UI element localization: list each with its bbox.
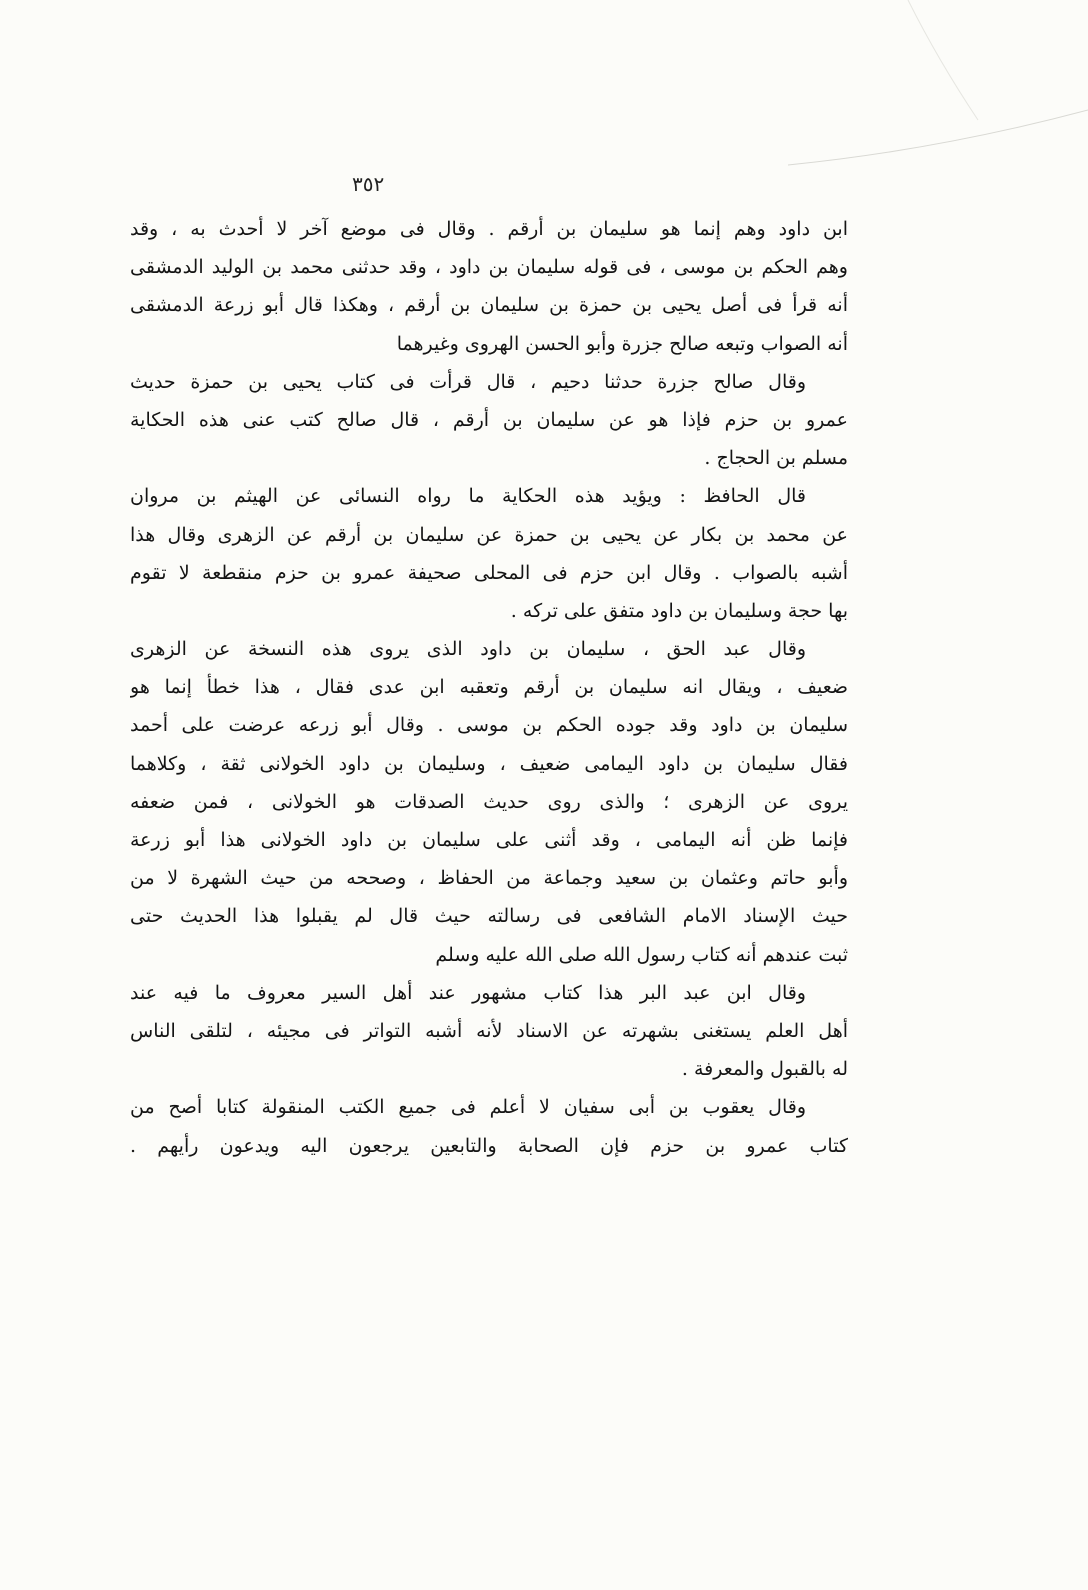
text-line: عمرو بن حزم فإذا هو عن سليمان بن أرقم ، قال صالح كتب عنى هذه الحكاية: [130, 408, 848, 431]
text-line: كتاب عمرو بن حزم فإن الصحابة والتابعين يرجعون اليه ويدعون رأيهم .: [130, 1134, 848, 1157]
text-line: مسلم بن الحجاج .: [704, 447, 848, 470]
text-line: أنه الصواب وتبعه صالح جزرة وأبو الحسن الهروى وغيرهما: [396, 332, 848, 355]
text-line: وقال صالح جزرة حدثنا دحيم ، قال قرأت فى كتاب يحيى بن حمزة حديث: [130, 370, 806, 393]
text-line: أشبه بالصواب . وقال ابن حزم فى المحلى صحيفة عمرو بن حزم منقطعة لا تقوم: [130, 561, 848, 584]
page-number: ٣٥٢: [352, 172, 385, 196]
text-line: له بالقبول والمعرفة .: [681, 1058, 848, 1081]
text-line: بها حجة وسليمان بن داود متفق على تركه .: [510, 599, 848, 622]
text-line: فإنما ظن أنه اليمامى ، وقد أثنى على سليمان بن داود الخولانى هذا أبو زرعة: [130, 829, 848, 851]
text-line: يروى عن الزهرى ؛ والذى روى حديث الصدقات هو الخولانى ، فمن ضعفه: [130, 790, 848, 813]
text-line: وأبو حاتم وعثمان بن سعيد وجماعة من الحفاظ ، وصححه من حيث الشهرة لا من: [130, 867, 848, 890]
text-line: وهم الحكم بن موسى ، فى قوله سليمان بن داود ، وقد حدثنى محمد بن الوليد الدمشقى: [130, 256, 848, 279]
text-line: حيث الإسناد الامام الشافعى فى رسالته حيث قال لم يقبلوا هذا الحديث حتى: [130, 905, 848, 928]
text-line: ابن داود وهم إنما هو سليمان بن أرقم . وقال فى موضع آخر لا أحدث به ، وقد: [130, 218, 848, 240]
text-line: عن محمد بن بكار عن يحيى بن حمزة عن سليمان بن أرقم عن الزهرى وقال هذا: [130, 523, 848, 546]
text-line: وقال يعقوب بن أبى سفيان لا أعلم فى جميع الكتب المنقولة كتابا أصح من: [130, 1096, 806, 1119]
text-line: ثبت عندهم أنه كتاب رسول الله صلى الله عليه وسلم: [435, 943, 848, 966]
text-line: سليمان بن داود وقد جوده الحكم بن موسى . وقال أبو زرعه عرضت على أحمد: [130, 714, 848, 737]
text-line: قال الحافظ : ويؤيد هذه الحكاية ما رواه النسائى عن الهيثم بن مروان: [130, 485, 806, 508]
text-line: أهل العلم يستغنى بشهرته عن الاسناد لأنه أشبه التواتر فى مجيئه ، لتلقى الناس: [130, 1019, 848, 1042]
page-edge-shadow: [788, 0, 1088, 180]
body-text: [130, 210, 848, 1165]
text-line: وقال ابن عبد البر هذا كتاب مشهور عند أهل السير معروف ما فيه عند: [130, 981, 806, 1004]
text-line: وقال عبد الحق ، سليمان بن داود الذى يروى هذه النسخة عن الزهرى: [130, 638, 806, 661]
text-line: ضعيف ، ويقال انه سليمان بن أرقم وتعقبه ابن عدى فقال ، هذا خطأ إنما هو: [130, 676, 848, 699]
text-line: أنه قرأ فى أصل يحيى بن حمزة بن سليمان بن أرقم ، وهكذا قال أبو زرعة الدمشقى: [130, 294, 848, 317]
text-line: فقال سليمان بن داود اليمامى ضعيف ، وسليمان بن داود الخولانى ثقة ، وكلاهما: [130, 752, 848, 775]
